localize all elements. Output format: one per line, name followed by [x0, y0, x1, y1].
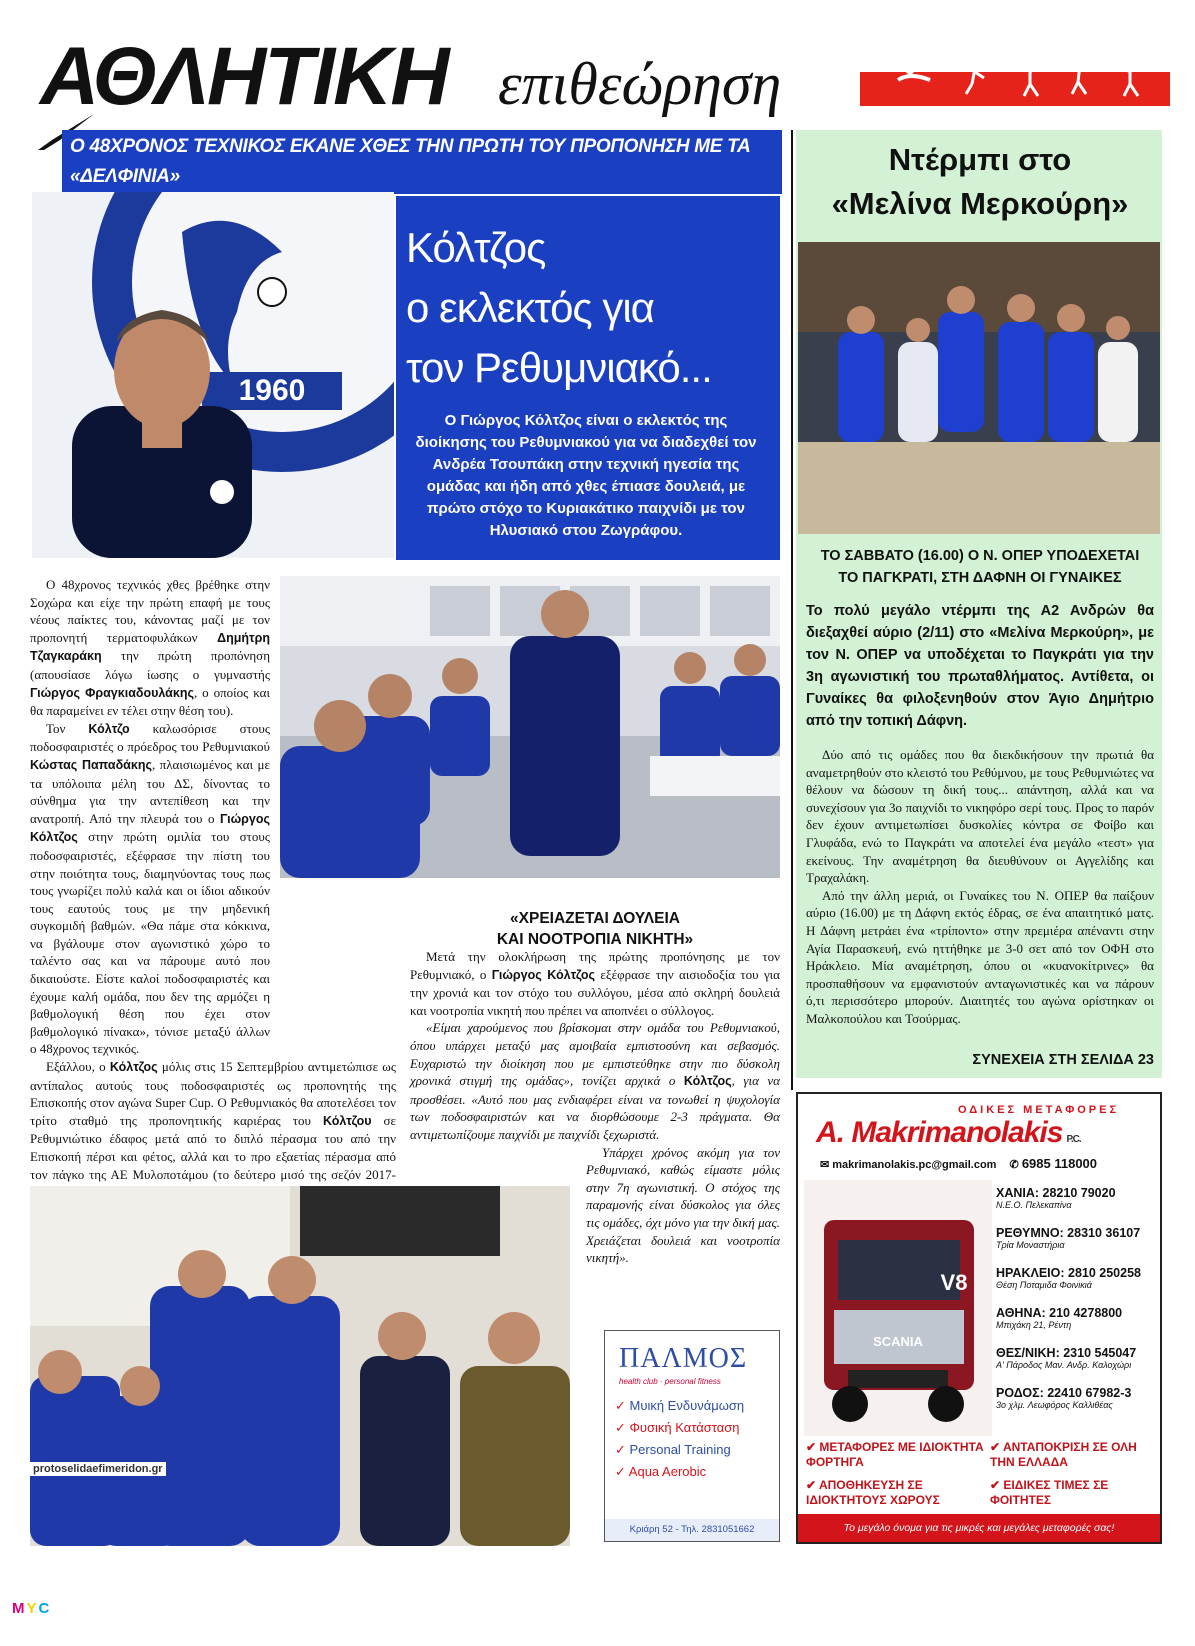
headline-line-1: Κόλτζος [406, 224, 546, 271]
ad-brand: A. Makrimanolakis P.C. [816, 1116, 1081, 1149]
article-lead: Ο Γιώργος Κόλτζος είναι ο εκλεκτός της διοίκησης του Ρεθυμνιακού για να διαδεχθεί τον Ανδρέα Τσουπάκη στην τεχνική ηγεσία της ομάδας και ήδη από χθες έπιασε δουλειά, με πρώτο στόχο το Κυριακάτικο παιχνίδι με τον Ηλυσιακό στου Ζωγράφου. [415, 412, 757, 539]
name-dimitris-tzagkarakis: Δημήτρη Τζαγκαράκη [30, 630, 270, 664]
palmos-name: ΠΑΛΜΟΣ [619, 1343, 748, 1374]
name-giorgos-koltzos: Γιώργος Κόλτζος [30, 811, 270, 845]
branch-item: ΘΕΣ/ΝΙΚΗ: 2310 545047 Α' Πάροδος Μαν. Ανδρ. Καλοχώρι [996, 1346, 1137, 1370]
team-officials-photo [30, 1186, 570, 1546]
service-item: ✔ ΑΝΤΑΠΟΚΡΙΣΗ ΣΕ ΟΛΗ ΤΗΝ ΕΛΛΑΔΑ [990, 1440, 1137, 1469]
service-item: ✔ ΜΕΤΑΦΟΡΕΣ ΜΕ ΙΔΙΟΚΤΗΤΑ ΦΟΡΤΗΓΑ [806, 1440, 984, 1469]
masthead-title: ΑΘΛΗΤΙΚΗ [40, 31, 448, 122]
body-paragraph-3: Εξάλλου, ο Κόλτζος μόλις στις 15 Σεπτεμβρίου αντιμετώπισε ως αντίπαλος αυτούς τους ποδοσφαιριστές ως προπονητής της Επισκοπής στον αγώνα Super Cup. Ο Ρεθυμνιακός θα αποτελέσει τον τρίτο σταθμό της προπονητικής καριέρας του Κόλτζου σε Ρεθυμνιώτικο έδαφος μετά από το διπλό πέρασμα του από την Επισκοπή πέρσι και φέτος, αλλά και το προ εξαετίας πέρασμα από τον πάγκο της ΑΕ Μυλοποτάμου (το δεύτερο μισό της σεζόν 2017- [30, 1059, 397, 1182]
truck-image [804, 1180, 992, 1436]
check-icon: ✔ [806, 1478, 819, 1492]
phone-icon: ✆ [1009, 1159, 1022, 1171]
volley-subheading-line-2: ΤΟ ΠΑΓΚΡΑΤΙ, ΣΤΗ ΔΑΦΝΗ ΟΙ ΓΥΝΑΙΚΕΣ [838, 570, 1122, 586]
service-item: ✔ ΕΙΔΙΚΕΣ ΤΙΜΕΣ ΣΕ ΦΟΙΤΗΤΕΣ [990, 1478, 1109, 1507]
check-icon: ✔ [806, 1440, 820, 1454]
volley-lead: Το πολύ μεγάλο ντέρμπι της Α2 Ανδρών θα διεξαχθεί αύριο (2/11) στο «Μελίνα Μερκούρη», με τον Ν. ΟΠΕΡ να υποδέχεται το Παγκράτι για την 3η αγωνιστική του πρωταθλήματος. Αντίθετα, οι Γυναίκες θα φιλοξενηθούν στον Άγιο Δημήτριο από την τοπική Δάφνη. [806, 603, 1154, 729]
volley-body [806, 746, 1154, 1028]
subheading-line-2: ΚΑΙ ΝΟΟΤΡΟΠΙΑ ΝΙΚΗΤΗ» [496, 931, 694, 948]
watermark: protoselidaefimeridon.gr [30, 1462, 166, 1476]
palmos-services [615, 1395, 744, 1483]
branch-item: ΗΡΑΚΛΕΙΟ: 2810 250258 Θέση Ποταμιδα Φοινικιά [996, 1266, 1141, 1290]
body-paragraph-1: Ο 48χρονος τεχνικός χθες βρέθηκε στην Σοχώρα και είχε την πρώτη επαφή με τους νέους παίκτες του, κάνοντας μαζί με τον προπονητή τερματοφυλάκων Δημήτρη Τζαγκαράκη την πρώτη προπόνηση (απουσίασε λόγω ίωσης ο γυμναστής Γιώργος Φραγκιαδουλάκης, ο οποίος και θα παραμείνει εν τέλει στην θέση του). [30, 577, 270, 719]
name-giorgos-fragkiadoulakis: Γιώργος Φραγκιαδουλάκης [30, 685, 194, 700]
body-paragraph-2: Τον Κόλτζο καλωσόρισε στους ποδοσφαιριστές ο πρόεδρος του Ρεθυμνιακού Κώστας Παπαδάκης, πλαισιωμένος και με τα υπόλοιπα μέλη του ΔΣ, δίνοντας το σύνθημα για την αντεπίθεση και την ανατροπή. Από την πλευρά του ο Γιώργος Κόλτζος στην πρώτη ομιλία του στους ποδοσφαιριστές, εξέφρασε την πίστη του στην ποιότητα τους, διαμηνύοντας τους πως τους γνωρίζει πολύ καλά και οι ίδιοι αδικούν τους εαυτούς τους με την μηδενική συγκομιδή βαθμών. «Θα πάμε στα κόκκινα, να βγάλουμε στον αγωνιστικό χώρο το ταλέντο σας και να πάρουμε αυτό που δικαιούστε. Είστε καλοί ποδοσφαιριστές και έχουμε καλή ομάδα, που δεν της αρμόζει η βαθμολογική θέση που έχει στον βαθμολογικό πίνακα», τόνισε μεταξύ άλλων ο 48χρονος τεχνικός. [30, 720, 270, 1057]
check-icon: ✔ [990, 1440, 1003, 1454]
palmos-footer: Κριάρη 52 - Τηλ. 2831051662 [605, 1519, 779, 1541]
kicker-line-1: Ο 48ΧΡΟΝΟΣ ΤΕΧΝΙΚΟΣ ΕΚΑΝΕ ΧΘΕΣ ΤΗΝ ΠΡΩΤΗ ΤΟΥ ΠΡΟΠΟΝΗΣΗ ΜΕ ΤΑ «ΔΕΛΦΙΝΙΑ» [70, 136, 750, 187]
check-icon: ✓ [615, 1420, 630, 1435]
continued-on-page-23: ΣΥΝΕΧΕΙΑ ΣΤΗ ΣΕΛΙΔΑ 23 [972, 1052, 1154, 1068]
branch-item: ΑΘΗΝΑ: 210 4278800 Μπιχάκη 21, Ρέντη [996, 1306, 1123, 1330]
headline-line-2: ο εκλεκτός για [406, 284, 654, 331]
mid-paragraph-3: Υπάρχει χρόνος ακόμη για τον Ρεθυμνιακό, καθώς είμαστε μόλις στην 7η αγωνιστική. Ο στόχος της παραμονής είναι δύσκολος για όλες τις ομάδες, όχι μόνο για την δική μας. Χρειάζεται δουλειά και νοοτροπία νικητή». [586, 1144, 780, 1266]
ad-mobile: 6985 118000 [1021, 1156, 1098, 1171]
mid-paragraph-1: Μετά την ολοκλήρωση της πρώτης προπόνησης με τον Ρεθυμνιακό, ο Γιώργος Κόλτζος εξέφρασε την αισιοδοξία του για την χρονιά και τον στόχο του συλλόγου, μέσα από σκληρή δουλειά και νοοτροπία νικητή που πρέπει να αποπνέει ο σύλλογος. [410, 949, 780, 1018]
truck-brand-label: SCANIA [873, 1334, 923, 1349]
transport-ad[interactable] [796, 1092, 1162, 1544]
name-koltzou: Κόλτζου [322, 1113, 372, 1128]
ad-tagline: ΟΔΙΚΕΣ ΜΕΤΑΦΟΡΕΣ [958, 1104, 1120, 1116]
palmos-ad[interactable] [604, 1330, 780, 1542]
athletes-silhouettes-icon [880, 50, 1160, 100]
name-giorgos-koltzos-2: Γιώργος Κόλτζος [491, 967, 596, 982]
mid-paragraph-2: «Είμαι χαρούμενος που βρίσκομαι στην ομάδα του Ρεθυμνιακού, όπου υπάρχει μεταξύ μας αμοιβαία εμπιστοσύνη και σεβασμός. Ευχαριστώ την διοίκηση που με εμπιστεύθηκε στην πιο δύσκολη χρονικά στιγμή της ομάδας», τονίζει αρχικά ο Κόλτζος, για να προσθέσει. «Αυτό που μας ενδιαφέρει είναι να τονωθεί η ψυχολογία των ποδοσφαιριστών και να διορθώσουμε 2-3 πράγματα. Θα αντιμετωπίζουμε παιχνίδι με παιχνίδι ξεχωριστά. [410, 1020, 780, 1142]
name-koltzos: Κόλτζο [88, 721, 130, 736]
ad-email: makrimanolakis.pc@gmail.com [832, 1159, 997, 1171]
truck-v8-label: V8 [940, 1270, 968, 1295]
volley-title-line-2: «Μελίνα Μερκούρη» [831, 186, 1129, 221]
masthead-subtitle: επιθεώρηση [498, 51, 782, 117]
headline-line-3: τον Ρεθυμνιακό... [406, 344, 712, 391]
article-subheading [410, 908, 780, 950]
palmos-item: ✓ Aqua Aerobic [615, 1464, 707, 1479]
branch-item: ΡΕΘΥΜΝΟ: 28310 36107 Τρία Μοναστήρια [996, 1226, 1141, 1250]
volley-paragraph-1: Δύο από τις ομάδες που θα διεκδικήσουν την πρωτιά θα αναμετρηθούν στο κλειστό του Ρεθύμνου, με τους Ρεθυμνιώτες να θέλουν να δώσουν τη δική τους... απάντηση, αλλά και να συνεχίσουν για 3ο παιχνίδι το νικηφόρο σερί τους. Προς το παρόν δεν έχουν αντιμετωπίσει δυσκολίες κόντρα σε Φοίβο και Γλυφάδα, ενώ το Παγκράτι να αποτελεί ένα μεγάλο «τεστ» για εκείνους. Την αναμέτρηση θα διευθύνουν οι Αγγελίδης και Τραχαλάκη. [806, 747, 1154, 886]
branch-item: ΡΟΔΟΣ: 22410 67982-3 3ο χλμ. Λεωφόρος Καλλιθέας [996, 1386, 1132, 1410]
branch-item: ΧΑΝΙΑ: 28210 79020 Ν.Ε.Ο. Πελεκαπίνα [996, 1186, 1116, 1210]
palmos-item: ✓ Personal Training [615, 1442, 731, 1457]
check-icon: ✔ [990, 1478, 1004, 1492]
name-koltzos-2: Κόλτζος [109, 1060, 158, 1075]
palmos-item: ✓ Φυσική Κατάσταση [615, 1420, 740, 1435]
name-koltzos-3: Κόλτζος [683, 1074, 732, 1089]
volley-subheading-line-1: ΤΟ ΣΑΒΒΑΤΟ (16.00) Ο Ν. ΟΠΕΡ ΥΠΟΔΕΧΕΤΑΙ [820, 548, 1140, 564]
volley-title-line-1: Ντέρμπι στο [888, 142, 1072, 177]
article-body-left [30, 576, 396, 1201]
ad-slogan: Το μεγάλο όνομα για τις μικρές και μεγάλες μεταφορές σας! [798, 1514, 1160, 1542]
column-divider [791, 130, 793, 1090]
volley-paragraph-2: Από την άλλη μεριά, οι Γυναίκες του Ν. ΟΠΕΡ θα παίξουν αύριο (16.00) με τη Δάφνη εκτός έδρας, σε ένα απαιτητικό ματς. Η Δάφνη μετράει ένα «τρίποντο» στην πρεμιέρα απέναντι στην Αγία Παρασκευή, ενώ ηττήθηκε με 3-0 σετ από τον ΟΦΗ στο Ηράκλειο. Μία αναμέτρηση, όπου οι «κυανοκίτρινες» θα προσπαθήσουν να εμφανιστούν ανταγωνιστικές και να πάρουν ό,τι περισσότερο μπορούν. Διαιτητές του αγώνα ορίστηκαν οι Μαλκοπούλου και Τσούρμας. [806, 887, 1154, 1026]
email-icon: ✉ [820, 1159, 833, 1171]
check-icon: ✓ [615, 1398, 630, 1413]
ad-contact-line [820, 1156, 1097, 1171]
print-color-marks: MYC [12, 1600, 52, 1617]
branch-list [996, 1186, 1158, 1426]
article-headline [396, 196, 780, 398]
volleyball-photo [798, 242, 1160, 534]
article-kicker [62, 130, 782, 194]
volley-subheading [800, 545, 1160, 589]
palmos-subtitle: health club · personal fitness [619, 1377, 721, 1386]
service-item: ✔ ΑΠΟΘΗΚΕΥΣΗ ΣΕ ΙΔΙΟΚΤΗΤΟΥΣ ΧΩΡΟΥΣ [806, 1478, 940, 1507]
palmos-item: ✓ Μυική Ενδυνάμωση [615, 1398, 745, 1413]
logo-year: 1960 [238, 374, 306, 407]
name-kostas-papadakis: Κώστας Παπαδάκης [30, 757, 152, 772]
check-icon: ✓ [615, 1442, 630, 1457]
subheading-line-1: «ΧΡΕΙΑΖΕΤΑΙ ΔΟΥΛΕΙΑ [510, 910, 680, 927]
headline-box [396, 196, 780, 560]
coach-portrait-photo [32, 192, 394, 558]
check-icon: ✓ [615, 1464, 629, 1479]
volley-title [800, 138, 1160, 226]
